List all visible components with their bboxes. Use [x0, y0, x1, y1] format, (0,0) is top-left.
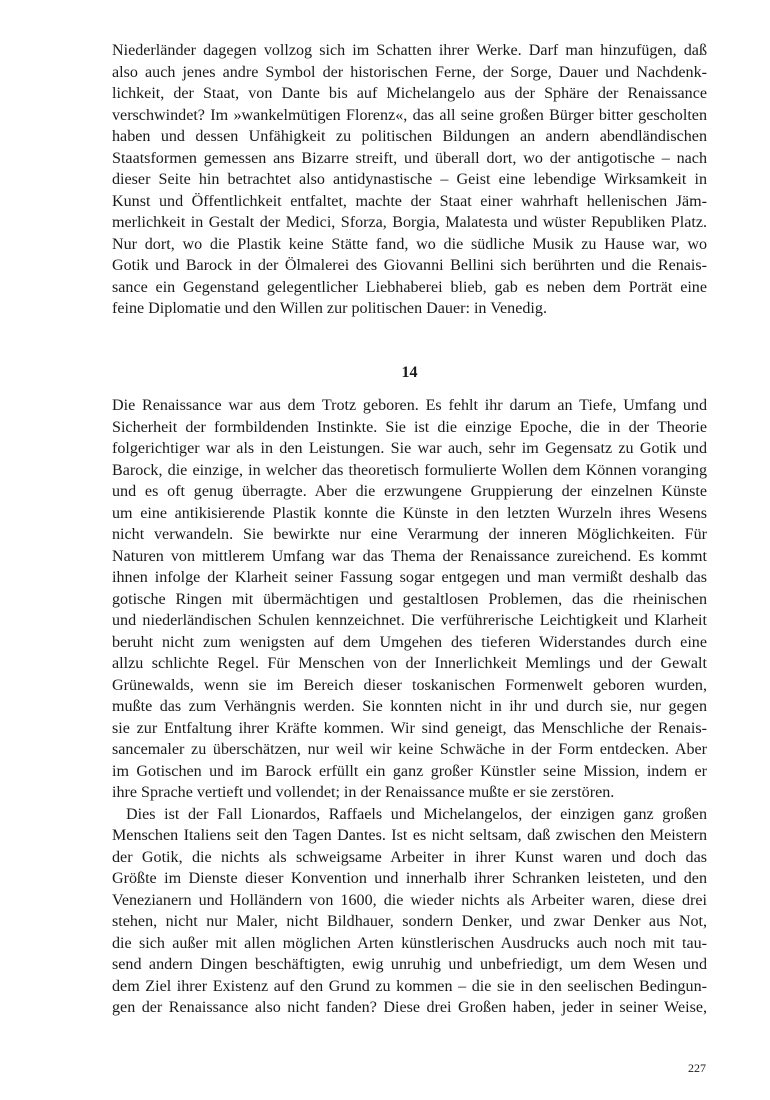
text-line: Die Renaissance war aus dem Trotz geboren. Es fehlt ihr darum an Tiefe, Umfang und: [112, 397, 707, 414]
text-line: lichkeit, der Staat, von Dante bis auf Michelangelo aus der Sphäre der Renaissance: [112, 85, 707, 102]
text-line: merlichkeit in Gestalt der Medici, Sforza, Borgia, Malatesta und wüster Republiken Platz.: [112, 214, 707, 231]
text-line: der Gotik, die nichts als schweigsame Arbeiter in ihrer Kunst waren und doch das: [112, 848, 707, 866]
text-line: im Gotischen und im Barock erfüllt ein ganz großer Künstler seine Mission, indem er: [112, 762, 707, 780]
text-line: also auch jenes andre Symbol der historischen Ferne, der Sorge, Dauer und Nachdenk-: [112, 63, 707, 81]
text-line: gotische Ringen mit übermächtigen und gestaltlosen Problemen, das die rheinischen: [112, 590, 707, 608]
text-line: die sich außer mit allen möglichen Arten künstlerischen Ausdrucks auch noch mit tau-: [112, 934, 707, 952]
text-line: sance ein Gegenstand gelegentlicher Liebhaberei blieb, gab es neben dem Porträt eine: [112, 278, 707, 296]
text-line: ihnen infolge der Klarheit seiner Fassung sogar entgegen und man vermißt deshalb das: [112, 569, 707, 586]
text-line: Staatsformen gemessen ans Bizarre streift, und überall dort, wo der antigotische – nach: [112, 149, 707, 167]
text-line: send andern Dingen beschäftigten, ewig unruhig und unbefriedigt, um dem Wesen und: [112, 956, 707, 973]
text-line: gen der Renaissance also nicht fanden? Diese drei Großen haben, jeder in seiner Weise,: [112, 999, 707, 1016]
text-line: sancemaler zu überschätzen, nur weil wir keine Schwäche in der Form entdecken. Aber: [112, 741, 707, 758]
text-line: feine Diplomatie und den Willen zur politischen Dauer: in Venedig.: [112, 300, 547, 317]
text-line: um eine antikisierende Plastik konnte die Künste in den letzten Wurzeln ihres Wesens: [112, 504, 707, 522]
section-number: 14: [401, 364, 418, 381]
paragraph-1: [112, 40, 707, 320]
text-line: Barock, die einzige, in welcher das theoretisch formulierte Wollen dem Können voranging: [112, 461, 707, 479]
text-line: Niederländer dagegen vollzog sich im Schatten ihrer Werke. Darf man hinzufügen, daß: [112, 42, 707, 59]
text-line: allzu schlichte Regel. Für Menschen von der Innerlichkeit Memlings und der Gewalt: [112, 655, 707, 672]
text-line: Gotik und Barock in der Ölmalerei des Giovanni Bellini sich berührten und die Renais-: [112, 257, 707, 274]
text-line: Grünewalds, wenn sie im Bereich dieser toskanischen Formenwelt geboren wurden,: [112, 676, 707, 694]
text-line: ihre Sprache vertieft und vollendet; in der Renaissance mußte er sie zerstören.: [112, 784, 615, 801]
text-line: mußte das zum Verhängnis werden. Sie konnten nicht in ihr und durch sie, nur gegen: [112, 698, 707, 715]
paragraph-2: [112, 395, 707, 804]
text-line: dem Ziel ihrer Existenz auf den Grund zu kommen – die sie in den seelischen Bedingun-: [112, 977, 707, 995]
text-line: Menschen Italiens seit den Tagen Dantes. Ist es nicht seltsam, daß zwischen den Meistern: [112, 827, 707, 844]
text-line: Nur dort, wo die Plastik keine Stätte fand, wo die südliche Musik zu Hause war, wo: [112, 235, 707, 253]
text-line: Kunst und Öffentlichkeit entfaltet, machte der Staat einer wahrhaft hellenischen Jäm-: [112, 192, 707, 210]
text-line: und niederländischen Schulen kennzeichnet. Die verführerische Leichtigkeit und Klarheit: [112, 612, 707, 629]
text-line: und es oft genug überragte. Aber die erzwungene Gruppierung der einzelnen Künste: [112, 483, 707, 500]
text-line: folgerichtiger war als in den Leistungen. Sie war auch, sehr im Gegensatz zu Gotik und: [112, 440, 707, 457]
paragraph-3: [112, 804, 707, 1019]
text-line: Venezianern und Holländern von 1600, die wieder nichts als Arbeiter waren, diese drei: [112, 891, 707, 909]
text-line: Naturen von mittlerem Umfang war das Thema der Renaissance zureichend. Es kommt: [112, 547, 707, 565]
page-number: 227: [688, 1061, 706, 1075]
text-line: dieser Seite hin betrachtet also antidynastische – Geist eine lebendige Wirksamkeit in: [112, 171, 707, 188]
text-line: Dies ist der Fall Lionardos, Raffaels und Michelangelos, der einzigen ganz großen: [126, 805, 707, 823]
text-line: beruht nicht zum wenigsten auf dem Umgehen des tieferen Widerstandes durch eine: [112, 633, 707, 651]
text-line: Sicherheit der formbildenden Instinkte. Sie ist die einzige Epoche, die in der Theorie: [112, 418, 707, 436]
text-line: verschwindet? Im »wankelmütigen Florenz«, das all seine großen Bürger bitter gescholten: [112, 106, 707, 124]
text-line: Größte im Dienste dieser Konvention und innerhalb ihrer Schranken leisteten, und den: [112, 870, 707, 887]
text-line: haben und dessen Unfähigkeit zu politischen Bildungen an andern abendländischen: [112, 128, 707, 145]
text-line: nicht verwandeln. Sie bewirkte nur eine Verarmung der inneren Möglichkeiten. Für: [112, 526, 707, 543]
text-line: stehen, nicht nur Maler, nicht Bildhauer, sondern Denker, und zwar Denker aus Not,: [112, 913, 707, 930]
text-line: sie zur Entfaltung ihrer Kräfte kommen. Wir sind geneigt, das Menschliche der Renais-: [112, 719, 707, 737]
